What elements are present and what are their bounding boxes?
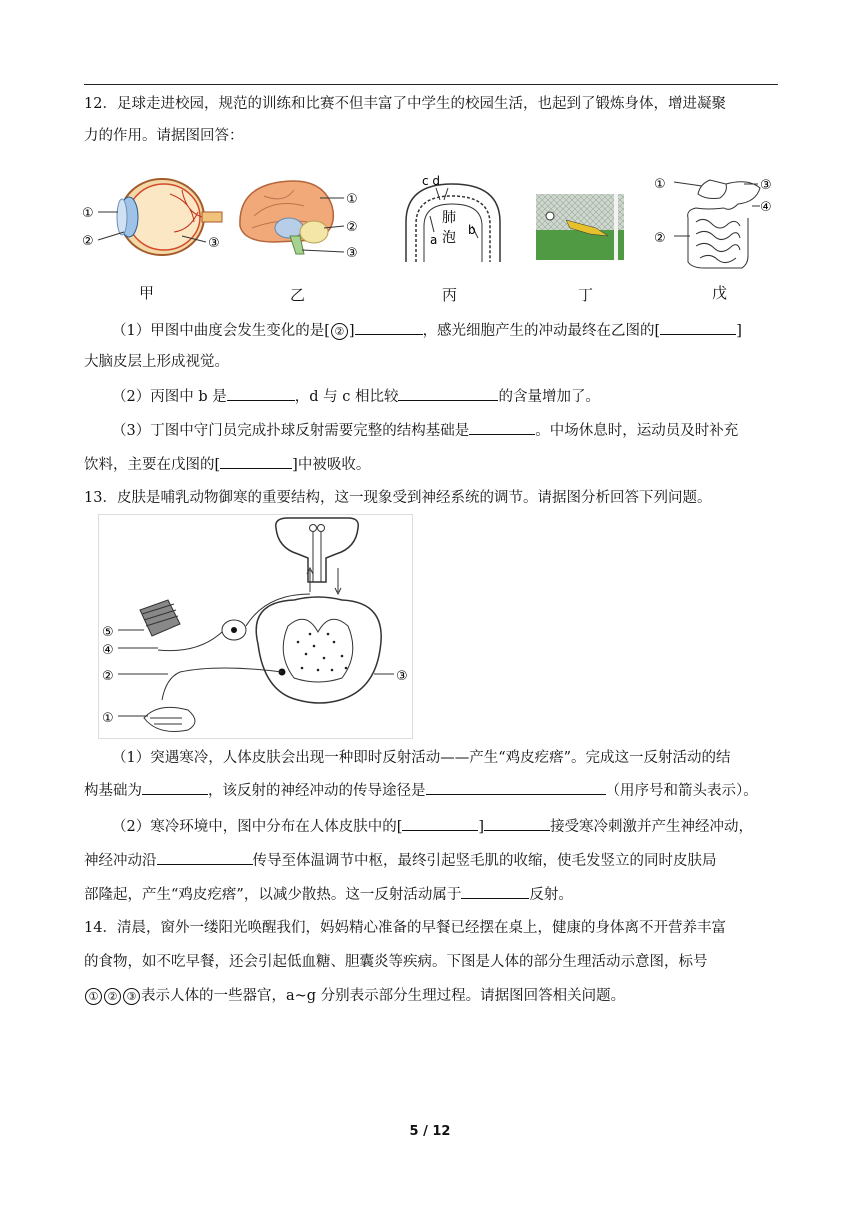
caption-jia: 甲 bbox=[139, 284, 155, 302]
q12-sub1: （1）甲图中曲度会发生变化的是[ ② ] ，感光细胞产生的冲动最终在乙图的[ ] bbox=[112, 320, 812, 341]
q12-sub1-cont: 大脑皮层上形成视觉。 bbox=[84, 354, 229, 370]
answer-blank[interactable] bbox=[461, 884, 529, 899]
q12-text-line2: 力的作用。请据图回答： bbox=[84, 128, 244, 144]
answer-blank[interactable] bbox=[484, 816, 550, 831]
reflex-arc-diagram bbox=[98, 514, 414, 740]
eye-label-3: ③ bbox=[208, 236, 220, 251]
goalkeeper-photo bbox=[536, 194, 624, 260]
circled-number: ② bbox=[331, 323, 348, 340]
answer-blank[interactable] bbox=[469, 420, 535, 435]
q13-sub2: （2）寒冷环境中，图中分布在人体皮肤中的[ ] 接受寒冷刺激并产生神经冲动， bbox=[112, 816, 812, 837]
circled-number: ② bbox=[104, 988, 121, 1005]
page-number: 5 / 12 bbox=[409, 1124, 451, 1139]
eye-diagram bbox=[82, 172, 232, 262]
alveolus-diagram bbox=[396, 172, 512, 267]
alveolus-label-fei: 肺 bbox=[442, 210, 456, 226]
brain-label-2: ② bbox=[346, 220, 358, 235]
alveolus-label-a: a bbox=[430, 233, 438, 247]
circled-number: ③ bbox=[123, 988, 140, 1005]
q12-sub3-cont: 饮料，主要在戊图的[ ]中被吸收。 bbox=[84, 454, 784, 475]
q13-sub2-cont2: 部隆起，产生“鸡皮疙瘩”，以减少散热。这一反射活动属于 反射。 bbox=[84, 884, 784, 905]
q14-text-line3: ① ② ③ 表示人体的一些器官，a~g 分别表示部分生理过程。请据图回答相关问题。 bbox=[84, 986, 784, 1006]
caption-yi: 乙 bbox=[290, 286, 306, 304]
digestive-label-4: ④ bbox=[760, 200, 772, 215]
answer-blank[interactable] bbox=[142, 780, 208, 795]
eye-label-1: ① bbox=[82, 206, 94, 221]
reflex-label-3: ③ bbox=[396, 669, 408, 684]
brain-label-1: ① bbox=[346, 192, 358, 207]
digestive-diagram bbox=[652, 172, 782, 278]
answer-blank[interactable] bbox=[157, 850, 253, 865]
header-rule bbox=[84, 84, 778, 85]
digestive-label-3: ③ bbox=[760, 178, 772, 193]
caption-bing: 丙 bbox=[442, 286, 458, 304]
brain-diagram bbox=[234, 176, 369, 266]
answer-blank[interactable] bbox=[227, 386, 295, 401]
reflex-label-2: ② bbox=[102, 669, 114, 684]
answer-blank[interactable] bbox=[402, 816, 478, 831]
brain-label-3: ③ bbox=[346, 246, 358, 261]
q14-text-line2: 的食物，如不吃早餐，还会引起低血糖、胆囊炎等疾病。下图是人体的部分生理活动示意图，标号 bbox=[84, 954, 708, 970]
answer-blank[interactable] bbox=[660, 320, 736, 335]
q12-text-line1: 12．足球走进校园，规范的训练和比赛不但丰富了中学生的校园生活，也起到了锻炼身体，增进凝聚 bbox=[84, 96, 726, 112]
digestive-label-1: ① bbox=[654, 177, 666, 192]
alveolus-label-b: b bbox=[468, 223, 476, 237]
q13-sub1: （1）突遇寒冷，人体皮肤会出现一种即时反射活动——产生“鸡皮疙瘩”。完成这一反射活动的结 bbox=[112, 750, 731, 766]
q12-sub2: （2）丙图中 b 是 ，d 与 c 相比较 的含量增加了。 bbox=[112, 386, 812, 407]
q13-text-line1: 13．皮肤是哺乳动物御寒的重要结构，这一现象受到神经系统的调节。请据图分析回答下列问题。 bbox=[84, 490, 712, 506]
reflex-label-1: ① bbox=[102, 711, 114, 726]
q12-sub3: （3）丁图中守门员完成扑球反射需要完整的结构基础是 。中场休息时，运动员及时补充 bbox=[112, 420, 812, 441]
answer-blank[interactable] bbox=[426, 780, 606, 795]
q13-sub2-cont: 神经冲动沿 传导至体温调节中枢，最终引起竖毛肌的收缩，使毛发竖立的同时皮肤局 bbox=[84, 850, 784, 871]
circled-number: ① bbox=[85, 988, 102, 1005]
alveolus-label-pao: 泡 bbox=[442, 230, 456, 246]
q14-text-line1: 14．清晨，窗外一缕阳光唤醒我们，妈妈精心准备的早餐已经摆在桌上，健康的身体离不开营养丰富 bbox=[84, 920, 726, 936]
alveolus-label-cd: c d bbox=[422, 174, 441, 188]
eye-label-2: ② bbox=[82, 234, 94, 249]
answer-blank[interactable] bbox=[220, 454, 292, 469]
reflex-label-4: ④ bbox=[102, 643, 114, 658]
answer-blank[interactable] bbox=[398, 386, 498, 401]
caption-ding: 丁 bbox=[578, 286, 594, 304]
caption-wu: 戊 bbox=[712, 284, 728, 302]
digestive-label-2: ② bbox=[654, 231, 666, 246]
reflex-label-5: ⑤ bbox=[102, 625, 114, 640]
q13-sub1-cont: 构基础为 ，该反射的神经冲动的传导途径是 （用序号和箭头表示）。 bbox=[84, 780, 784, 801]
answer-blank[interactable] bbox=[355, 320, 423, 335]
